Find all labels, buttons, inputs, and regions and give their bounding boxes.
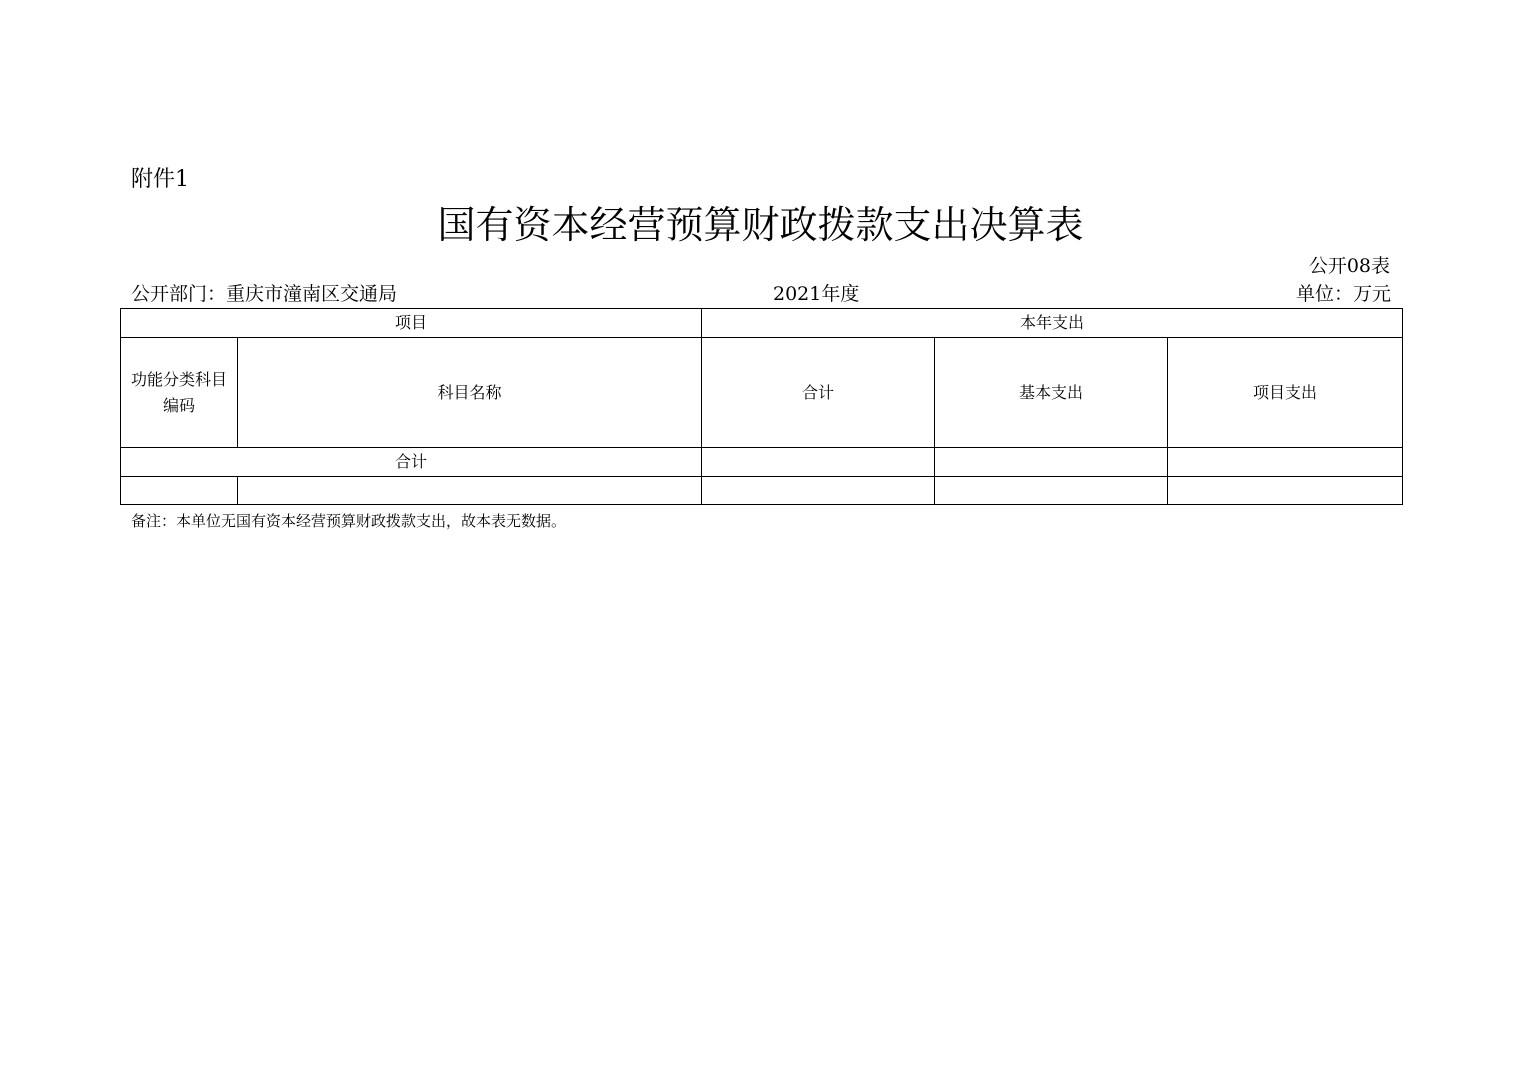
attachment-label: 附件1 — [131, 167, 189, 192]
unit-label: 单位：万元 — [1295, 283, 1391, 305]
report-title: 国有资本经营预算财政拨款支出决算表 — [437, 203, 1084, 247]
total-column-header: 合计 — [702, 338, 935, 448]
item-group-header: 项目 — [121, 309, 702, 338]
project-cell — [1168, 477, 1403, 505]
total-row-project-cell — [1168, 448, 1403, 477]
total-row-label: 合计 — [121, 448, 702, 477]
basic-column-header: 基本支出 — [935, 338, 1168, 448]
code-cell — [121, 477, 238, 505]
total-row — [121, 448, 1403, 477]
department-label: 公开部门：重庆市潼南区交通局 — [131, 283, 398, 305]
group-header-row — [121, 309, 1403, 338]
expense-table — [120, 308, 1403, 505]
column-header-row — [121, 338, 1403, 448]
footnote: 备注：本单位无国有资本经营预算财政拨款支出，故本表无数据。 — [131, 512, 567, 530]
total-row-basic-cell — [935, 448, 1168, 477]
table-row — [121, 477, 1403, 505]
basic-cell — [935, 477, 1168, 505]
name-column-header: 科目名称 — [238, 338, 702, 448]
project-column-header: 项目支出 — [1168, 338, 1403, 448]
current-year-expense-header: 本年支出 — [702, 309, 1403, 338]
total-cell — [702, 477, 935, 505]
table-number: 公开08表 — [1308, 255, 1390, 277]
code-column-header: 功能分类科目编码 — [121, 338, 238, 448]
name-cell — [238, 477, 702, 505]
total-row-total-cell — [702, 448, 935, 477]
fiscal-year: 2021年度 — [773, 283, 860, 305]
report-meta-row — [131, 281, 1391, 307]
